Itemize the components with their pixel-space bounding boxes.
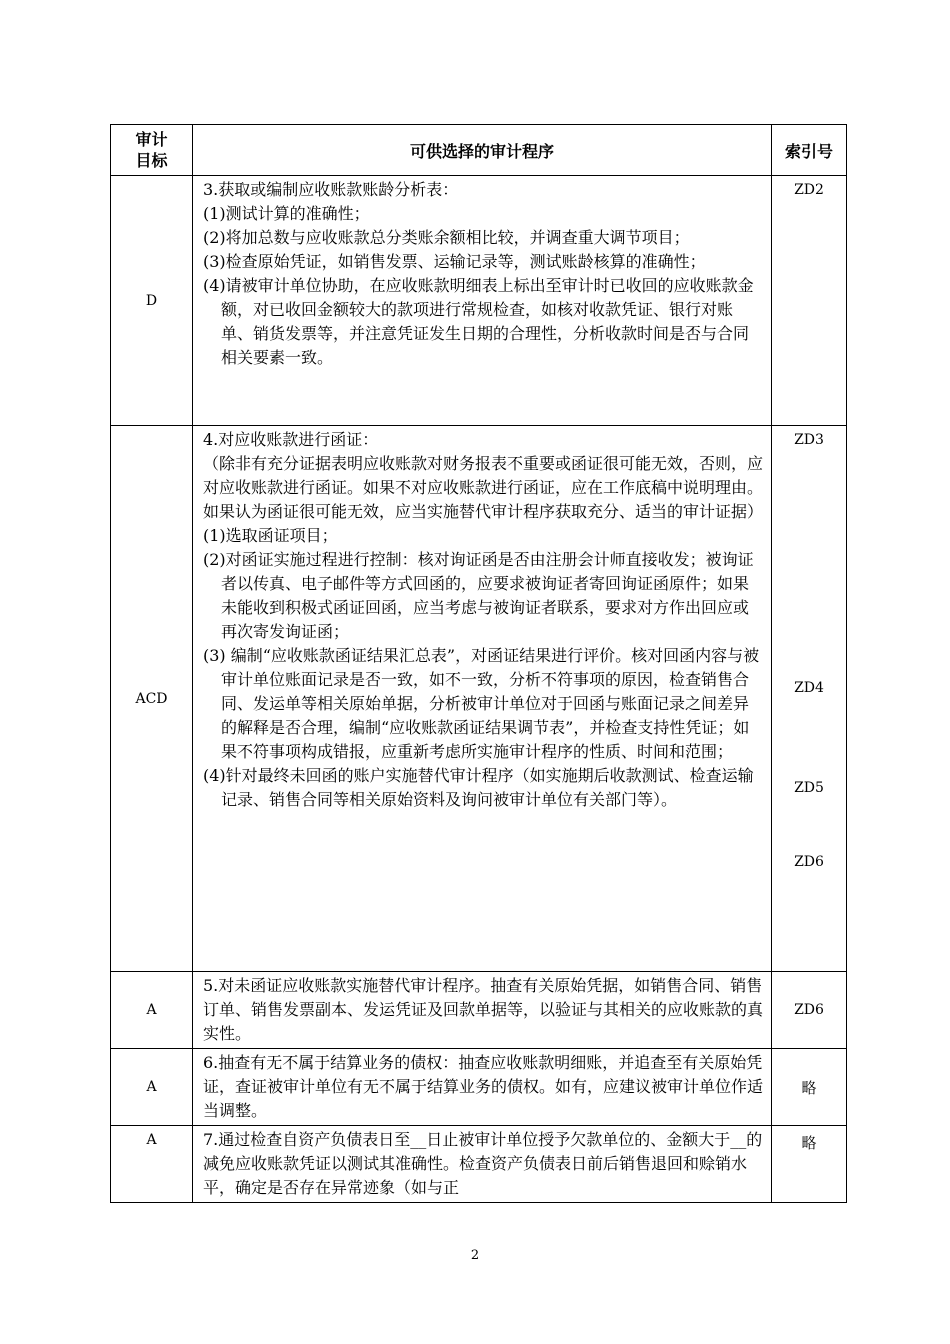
index-ref: ZD2 (794, 182, 824, 198)
audit-goal-cell: A (111, 1126, 193, 1203)
header-procedures: 可供选择的审计程序 (193, 125, 772, 176)
index-ref: ZD3 (794, 432, 824, 448)
procedure-step: (2)将加总数与应收账款总分类账余额相比较，并调查重大调节项目； (203, 228, 690, 247)
audit-goal-cell: ACD (111, 426, 193, 972)
procedure-step: (1)选取函证项目； (203, 526, 338, 545)
procedure-step: (3) 编制“应收账款函证结果汇总表”，对函证结果进行评价。核对回函内容与被审计单位账面记录是否一致，如不一致，分析不符事项的原因，检查销售合同、发运单等相关原始单据，分析被审计单位对于回函与账面记录之间差异的解释是否合理，编制“应收账款函证结果调节表”，并检查支持性凭证；如果不符事项构成错报，应重新考虑所实施审计程序的性质、时间和范围； (203, 646, 760, 761)
procedure-cell (193, 426, 772, 972)
procedure-step: (1)测试计算的准确性； (203, 204, 370, 223)
procedure-note: （除非有充分证据表明应收账款对财务报表不重要或函证很可能无效，否则，应对应收账款进行函证。如果不对应收账款进行函证，应在工作底稿中说明理由。如果认为函证很可能无效，应当实施替代审计程序获取充分、适当的审计证据） (203, 454, 764, 521)
procedure-cell (193, 972, 772, 1049)
table-row (111, 972, 847, 1049)
table-row (111, 1049, 847, 1126)
procedure-cell (193, 1049, 772, 1126)
procedure-title: 3.获取或编制应收账款账龄分析表： (203, 180, 459, 199)
header-goal-line2: 目标 (135, 151, 168, 170)
audit-procedure-table (110, 124, 847, 1203)
index-ref: ZD5 (794, 780, 824, 796)
table-row (111, 176, 847, 426)
procedure-step: (4)针对最终未回函的账户实施替代审计程序（如实施期后收款测试、检查运输记录、销售合同等相关原始资料及询问被审计单位有关部门等）。 (203, 766, 754, 809)
audit-goal-cell: D (111, 176, 193, 426)
procedure-step: (3)检查原始凭证，如销售发票、运输记录等，测试账龄核算的准确性； (203, 252, 706, 271)
index-cell: 略 (772, 1049, 847, 1126)
procedure-step: (2)对函证实施过程进行控制：核对询证函是否由注册会计师直接收发；被询证者以传真、电子邮件等方式回函的，应要求被询证者寄回询证函原件；如果未能收到积极式函证回函，应当考虑与被询证者联系，要求对方作出回应或再次寄发询证函； (203, 550, 754, 641)
index-ref: ZD4 (794, 680, 824, 696)
procedure-text: 7.通过检查自资产负债表日至__日止被审计单位授予欠款单位的、金额大于__的减免应收账款凭证以测试其准确性。检查资产负债表日前后销售退回和赊销水平，确定是否存在异常迹象（如与正 (203, 1130, 763, 1197)
procedure-cell (193, 176, 772, 426)
table-row (111, 426, 847, 972)
procedure-cell (193, 1126, 772, 1203)
index-ref: ZD6 (794, 854, 824, 870)
procedure-step: (4)请被审计单位协助，在应收账款明细表上标出至审计时已收回的应收账款金额，对已收回金额较大的款项进行常规检查，如核对收款凭证、银行对账单、销货发票等，并注意凭证发生日期的合理性，分析收款时间是否与合同相关要素一致。 (203, 276, 754, 367)
audit-goal-cell: A (111, 1049, 193, 1126)
audit-goal-cell: A (111, 972, 193, 1049)
index-cell: ZD6 (772, 972, 847, 1049)
index-cell (772, 426, 847, 972)
procedure-text: 6.抽查有无不属于结算业务的债权：抽查应收账款明细账，并追查至有关原始凭证，查证被审计单位有无不属于结算业务的债权。如有，应建议被审计单位作适当调整。 (203, 1053, 764, 1120)
header-goal-line1: 审计 (135, 130, 168, 149)
index-cell (772, 1126, 847, 1203)
header-index-number: 索引号 (772, 125, 847, 176)
header-audit-goal (111, 125, 193, 176)
procedure-text: 5.对未函证应收账款实施替代审计程序。抽查有关原始凭据，如销售合同、销售订单、销售发票副本、发运凭证及回款单据等，以验证与其相关的应收账款的真实性。 (203, 976, 764, 1043)
index-cell (772, 176, 847, 426)
table-header-row (111, 125, 847, 176)
index-ref: 略 (801, 1134, 817, 1152)
page-number: 2 (470, 1248, 480, 1263)
table-row (111, 1126, 847, 1203)
procedure-title: 4.对应收账款进行函证： (203, 430, 379, 449)
